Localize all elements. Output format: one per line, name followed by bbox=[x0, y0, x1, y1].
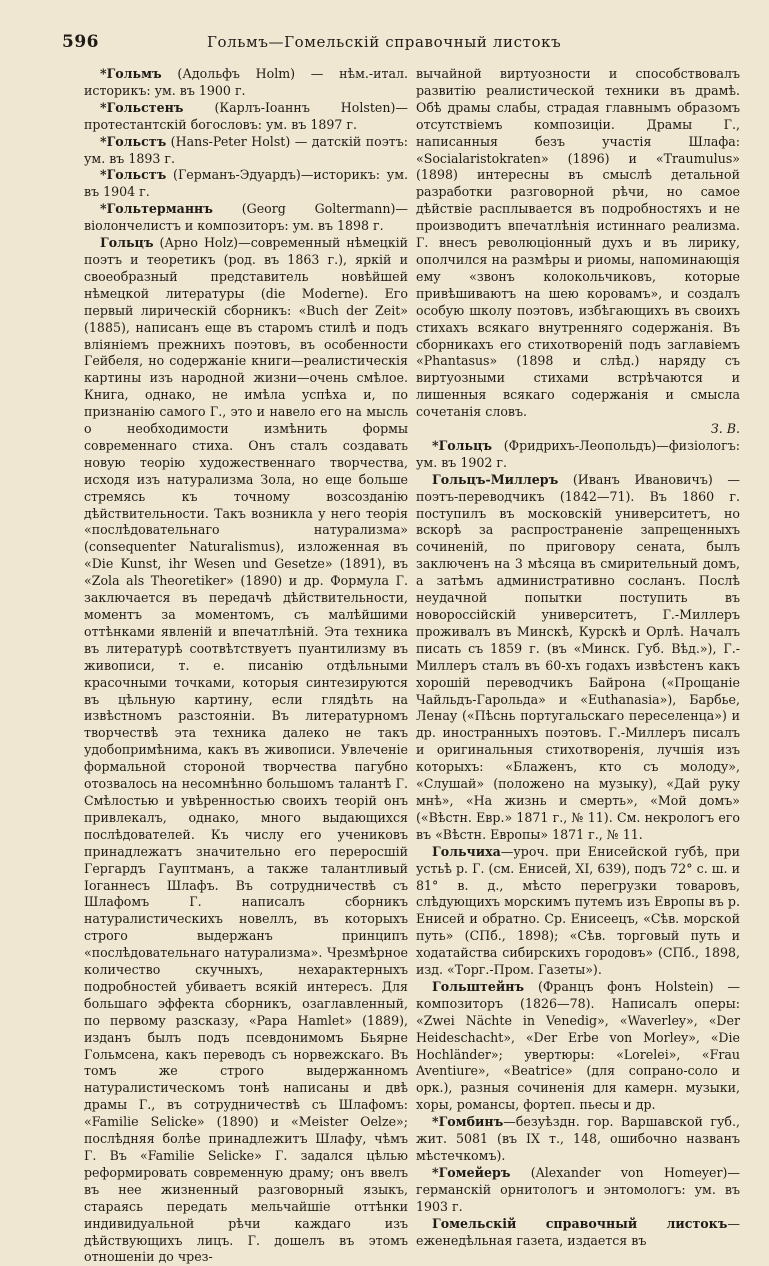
entry-headword: *Гольстъ bbox=[100, 167, 167, 183]
page-number: 596 bbox=[62, 32, 99, 52]
entry-text: —уроч. при Енисейской губѣ, при устьѣ р. Г. (см. Енисей, XI, 639), подъ 72° с. ш. и 81° в. д., мѣсто перегрузки товаровъ, слѣдующихъ морскимъ путемъ изъ Европы въ р. Енисей и обратно. Ср. Енисеецъ, «Сѣв. морской путь» (СПб., 1898); «Сѣв. торговый путь и ходатайства сибирскихъ городовъ» (СПб., 1898, изд. «Торг.-Пром. Газеты»). bbox=[416, 843, 740, 978]
dictionary-entry bbox=[84, 167, 408, 201]
right-column bbox=[416, 66, 740, 1249]
entry-text: (Hans-Peter Holst) — датскiй поэтъ: ум. въ 1893 г. bbox=[84, 133, 408, 166]
entry-text: —безуѣздн. гор. Варшавской губ., жит. 5081 (въ IX т., 148, ошибочно названъ мѣстечкомъ). bbox=[416, 1114, 740, 1163]
dictionary-entry bbox=[416, 844, 740, 979]
dictionary-entry bbox=[84, 235, 408, 1266]
entry-headword: Гомельскiй справочный листокъ bbox=[432, 1215, 728, 1231]
entry-text: (Карлъ-Iоаннъ Holsten)— протестантскiй богословъ: ум. въ 1897 г. bbox=[84, 99, 408, 132]
entry-text: (Адольфъ Holm) — нѣм.-итал. историкъ: ум. въ 1900 г. bbox=[84, 66, 408, 98]
dictionary-entry bbox=[416, 66, 740, 421]
dictionary-entry bbox=[416, 1216, 740, 1250]
entry-text: (Арно Holz)—современный нѣмецкiй поэтъ и теоретикъ (род. въ 1863 г.), яркiй и своеобразный представитель новѣйшей нѣмецкой литературы (die Moderne). Его первый лирическiй сборникъ: «Buch der Zeit» (1885), написанъ еще въ старомъ стилѣ и подъ влiянiемъ прежнихъ поэтовъ, въ особенности Гейбеля, но содержанiе книги—реалистическiя картины изъ народной жизни—очень смѣлое. Книга, однако, не имѣла успѣха и, по признанiю самого Г., это и навело его на мысль о необходимости измѣнить формы современнаго стиха. Онъ сталъ создавать новую теорiю художественнаго творчества, исходя изъ натурализма Зола, но еще больше стремясь къ точному возсозданiю дѣйствительности. Такъ возникла у него теорiя «послѣдовательнаго натурализма» (consequenter Naturalismus), изложенная въ «Die Kunst, ihr Wesen und Gesetze» (1891), въ «Zola als Theoretiker» (1890) и др. Формула Г. заключается въ передачѣ дѣйствительности, моментъ за моментомъ, съ малѣйшими оттѣнками явленiй и впечатлѣнiй. Эта техника въ литературѣ соотвѣтствуетъ пуантилизму въ живописи, т. е. писанiю отдѣльными красочными точками, которыя синтезируются въ цѣльную картину, если глядѣть на извѣстномъ разстоянiи. Въ литературномъ творчествѣ эта техника далеко не такъ удобопримѣнима, какъ въ живописи. Увлеченiе формальной стороной творчества пагубно отозвалось на несомнѣнно большомъ талантѣ Г. Смѣлостью и увѣренностью своихъ теорiй онъ привлекалъ, однако, много выдающихся послѣдователей. Къ числу его учениковъ принадлежатъ значительно его переросшiй Гергардъ Гауптманъ, а также талантливый Iоганнесъ Шлафъ. Въ сотрудничествѣ съ Шлафомъ Г. написалъ сборникъ натуралистическихъ новеллъ, въ которыхъ строго выдержанъ принципъ «послѣдовательнаго натурализма». Чрезмѣрное количество скучныхъ, нехарактерныхъ подробностей убиваетъ всякiй интересъ. Для большаго эффекта сборникъ, озаглавленный, по первому разсказу, «Papa Hamlet» (1889), изданъ былъ подъ псевдонимомъ Бьярне Гольмсена, какъ переводъ съ норвежскаго. Въ томъ же строго выдержанномъ натуралистическомъ тонѣ написаны и двѣ драмы Г., въ сотрудничествѣ съ Шлафомъ: «Familie Selicke» (1890) и «Meister Oelze»; послѣдняя болѣе принадлежитъ Шлафу, чѣмъ Г. Въ «Familie Selicke» Г. задался цѣлью реформировать современную драму; онъ ввелъ въ нее жизненный разговорный языкъ, стараясь передать мельчайшiе оттѣнки индивидуальной рѣчи каждаго изъ дѣйствующихъ лицъ. Г. дошелъ въ этомъ отношенiи до чрез- bbox=[84, 235, 408, 1265]
dictionary-entry bbox=[416, 472, 740, 844]
dictionary-entry bbox=[416, 1114, 740, 1165]
dictionary-entry bbox=[84, 134, 408, 168]
entry-headword: *Гомейеръ bbox=[432, 1164, 511, 1180]
entry-headword: *Гольмъ bbox=[100, 66, 162, 81]
entry-headword: Гольцъ-Миллеръ bbox=[432, 471, 559, 487]
left-column bbox=[84, 66, 408, 1266]
entry-text: (Фридрихъ-Леопольдъ)—физiологъ: ум. въ 1902 г. bbox=[416, 437, 740, 470]
entry-text: вычайной виртуозности и способствовалъ развитiю реалистической техники въ драмѣ. Обѣ драмы слабы, страдая главнымъ образомъ отсутствiемъ композицiи. Драмы Г., написанныя безъ участiя Шлафа: «Socialaristokraten» (1896) и «Traumulus» (1898) интересны въ смыслѣ детальной разработки разговорной рѣчи, но самое дѣйствiе расплывается въ подробностяхъ и не производитъ впечатлѣнiя истиннаго реализма. Г. внесъ революцiонный духъ и въ лирику, ополчился на размѣры и риомы, напоминающiя ему «звонъ колокольчиковъ, которые привѣшиваютъ на шею коровамъ», и создалъ особую школу поэтовъ, избѣгающихъ въ своихъ стихахъ всякаго внутренняго содержанiя. Въ сборникахъ его стихотворенiй подъ заглавiемъ «Phantasus» (1898 и слѣд.) наряду съ виртуозными стихами встрѣчаются и лишенныя всякаго содержанiя и смысла сочетанiя словъ. bbox=[416, 66, 740, 420]
entry-headword: Гольштейнъ bbox=[432, 978, 525, 994]
dictionary-entry bbox=[84, 100, 408, 134]
dictionary-entry bbox=[416, 979, 740, 1114]
running-head: Гольмъ—Гомельскiй справочный листокъ bbox=[207, 33, 562, 51]
entry-headword: Гольцъ bbox=[100, 235, 154, 251]
entry-headword: *Гольстъ bbox=[100, 133, 167, 149]
entry-text: (Alexander von Homeyer)— германскiй орнитологъ и энтомологъ: ум. въ 1903 г. bbox=[416, 1164, 740, 1214]
entry-text: (Иванъ Ивановичъ) —поэтъ-переводчикъ (1842—71). Въ 1860 г. поступилъ въ московскiй университетъ, но вскорѣ за распространенiе запрещенныхъ сочиненiй, по приговору сената, былъ заключенъ на 3 мѣсяца въ смирительный домъ, а затѣмъ административно сосланъ. Послѣ неудачной попытки поступить въ новороссiйскiй университетъ, Г.-Миллеръ проживалъ въ Минскѣ, Курскѣ и Орлѣ. Началъ писать съ 1859 г. (въ «Минск. Губ. Вѣд.»), Г.-Миллеръ сталъ въ 60-хъ годахъ извѣстенъ какъ хорошiй переводчикъ Байрона («Прощанiе Чайльдъ-Гарольда» и «Euthanasia»), Барбье, Ленау («Пѣснь португальскаго переселенца») и др. иностранныхъ поэтовъ. Г.-Миллеръ писалъ и оригинальныя стихотворенiя, лучшiя изъ которыхъ: «Блаженъ, кто съ молоду», «Слушай» (положено на музыку), «Дай руку мнѣ», «На жизнь и смерть», «Мой домъ» («Вѣстн. Евр.» 1871 г., № 11). См. некрологъ его въ «Вѣстн. Европы» 1871 г., № 11. bbox=[416, 471, 740, 842]
page-header bbox=[62, 32, 727, 56]
dictionary-entry bbox=[84, 201, 408, 235]
entry-text: —еженедѣльная газета, издается въ bbox=[416, 1215, 740, 1248]
dictionary-entry bbox=[416, 1165, 740, 1216]
entry-text: (Georg Goltermann)— вiолончелистъ и композиторъ: ум. въ 1898 г. bbox=[84, 201, 408, 234]
entry-text: (Францъ фонъ Holstein) —композиторъ (1826—78). Написалъ оперы: «Zwei Nächte in Venedig», «Waverley», «Der Heideschacht», «Der Erbe von Morley», «Die Hochländer»; увертюры: «Lorelei», «Frau Aventiure», «Beatrice» (для сопрано-соло и орк.), разныя сочиненiя для камерн. музыки, хоры, романсы, фортеп. пьесы и др. bbox=[416, 978, 740, 1113]
author-signature: З. В. bbox=[710, 421, 740, 437]
entry-text: (Германъ-Эдуардъ)—историкъ: ум. въ 1904 г. bbox=[84, 167, 408, 200]
entry-headword: *Гольстенъ bbox=[100, 99, 184, 115]
entry-headword: Гольчиха bbox=[432, 843, 501, 859]
entry-headword: *Гольцъ bbox=[432, 437, 493, 453]
entry-headword: *Гомбинъ bbox=[432, 1114, 504, 1130]
dictionary-entry bbox=[416, 438, 740, 472]
entry-headword: *Гольтерманнъ bbox=[100, 201, 213, 217]
dictionary-entry bbox=[84, 66, 408, 100]
